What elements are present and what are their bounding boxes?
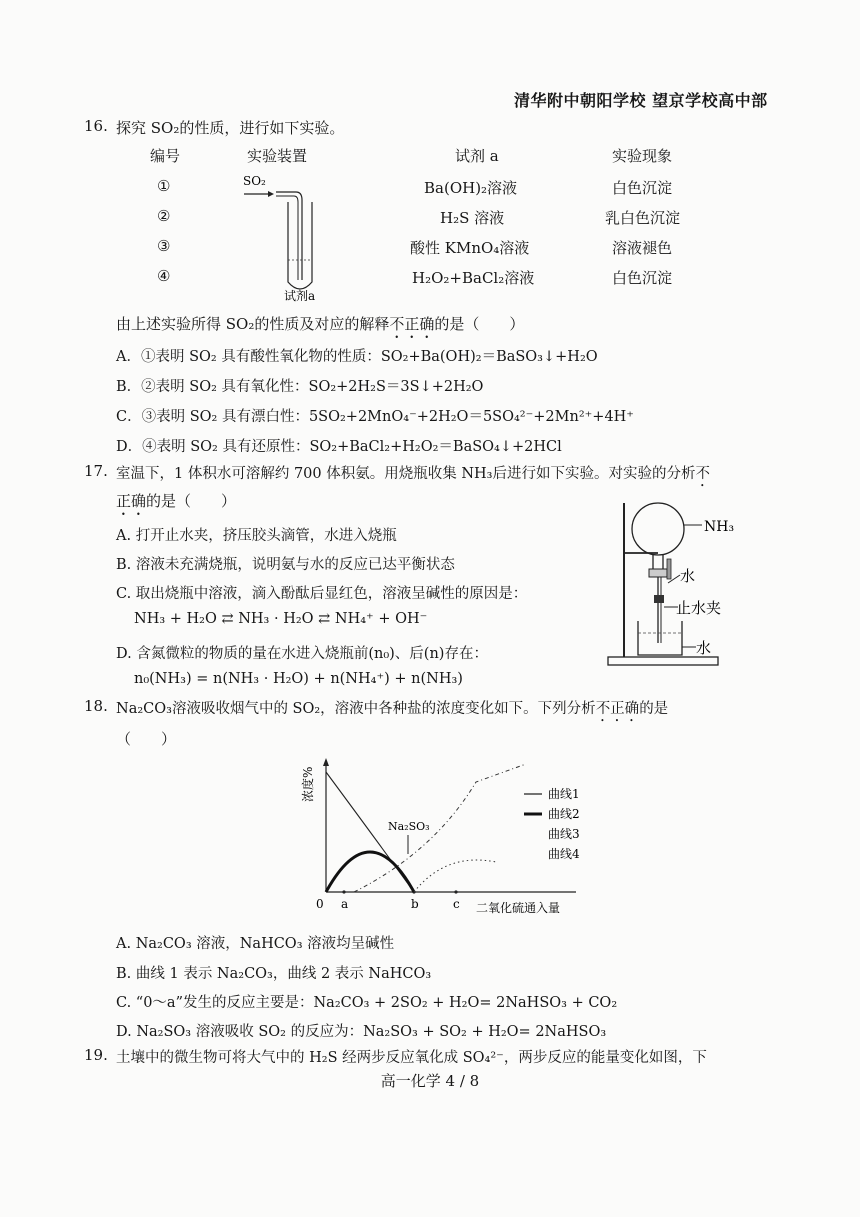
q16-row1-id: ① [157,177,171,195]
q17-number: 17. [84,462,108,480]
q16-option-d: D．④表明 SO₂ 具有还原性：SO₂+BaCl₂+H₂O₂＝BaSO₄↓+2HCl [116,439,562,455]
q17-apparatus-figure [600,495,760,675]
q17-option-d: D. 含氮微粒的物质的量在水进入烧瓶前(n₀)、后(n)存在： [116,646,488,662]
q18-option-a: A. Na₂CO₃ 溶液，NaHCO₃ 溶液均呈碱性 [116,936,395,952]
dropper [667,559,671,579]
delivery-tube-inner [276,196,298,280]
q18-number: 18. [84,697,108,715]
q18-chart [298,750,608,920]
x-tick-mark-a [342,890,345,893]
q16-option-b: B．②表明 SO₂ 具有氧化性：SO₂+2H₂S＝3S↓+2H₂O [116,379,484,395]
q17-equation-c: NH₃ + H₂O ⇄ NH₃ · H₂O ⇄ NH₄⁺ + OH⁻ [134,611,428,627]
q19-stem: 土壤中的微生物可将大气中的 H₂S 经两步反应氧化成 SO₄²⁻，两步反应的能量变化如图，下 [116,1050,707,1066]
curve-3 [414,860,496,892]
y-axis-label: 浓度% [301,766,315,802]
beaker [638,621,682,655]
y-axis-arrow [323,758,329,766]
apparatus-reagent-label: 试剂a [284,289,316,303]
x-tick-origin: 0 [316,897,324,911]
q16-question: 由上述实验所得 SO₂的性质及对应的解释不正确的是（ ） [116,315,525,333]
apparatus-gas-label: SO₂ [243,174,266,188]
nh3-label: NH₃ [704,519,735,535]
q16-row1-reagent: Ba(OH)₂溶液 [424,179,518,197]
q17-equation-d: n₀(NH₃) = n(NH₃ · H₂O) + n(NH₄⁺) + n(NH₃) [134,671,463,687]
q17-option-c: C. 取出烧瓶中溶液，滴入酚酞后显红色，溶液呈碱性的原因是： [116,586,528,602]
x-axis-label: 二氧化硫通入量 [476,901,561,915]
q16-row1-phenomenon: 白色沉淀 [612,179,673,197]
q16-row3-phenomenon: 溶液褪色 [612,239,673,257]
curve-2 [326,852,414,892]
q17-option-a: A. 打开止水夹，挤压胶头滴管，水进入烧瓶 [116,528,397,544]
q16-header-id: 编号 [150,147,181,165]
q16-number: 16. [84,117,108,135]
q16-row4-reagent: H₂O₂+BaCl₂溶液 [412,269,535,287]
q16-row2-reagent: H₂S 溶液 [440,209,505,227]
q18-option-c: C. “0～a”发生的反应主要是：Na₂CO₃ + 2SO₂ + H₂O= 2NaHSO₃ + CO₂ [116,995,618,1011]
q18-option-b: B. 曲线 1 表示 Na₂CO₃，曲线 2 表示 NaHCO₃ [116,966,432,982]
q19-number: 19. [84,1046,108,1064]
stopper [649,569,667,577]
stand-base [608,657,718,665]
q16-row4-id: ④ [157,267,171,285]
q16-row2-id: ② [157,207,171,225]
gas-arrow-head [268,191,274,197]
curve-4 [354,764,526,892]
q16-option-a: A．①表明 SO₂ 具有酸性氧化物的性质：SO₂+Ba(OH)₂＝BaSO₃↓+H₂O [116,349,598,365]
q16-row3-reagent: 酸性 KMnO₄溶液 [410,239,530,257]
x-tick-b: b [411,897,419,911]
q18-option-d: D. Na₂SO₃ 溶液吸收 SO₂ 的反应为：Na₂SO₃ + SO₂ + H₂O= 2NaHSO₃ [116,1024,607,1040]
q16-option-c: C．③表明 SO₂ 具有漂白性：5SO₂+2MnO₄⁻+2H₂O＝5SO₄²⁻+2Mn²⁺+4H⁺ [116,409,634,425]
q18-paren: （ ） [116,730,177,748]
school-header: 清华附中朝阳学校 望京学校高中部 [514,91,768,110]
legend-label-1: 曲线1 [548,787,580,801]
q17-stem-line2: 正确的是（ ） [116,492,237,510]
water-top-label: 水 [680,567,696,585]
x-tick-a: a [341,897,349,911]
q16-row4-phenomenon: 白色沉淀 [612,269,673,287]
q17-stem-line1: 室温下，1 体积水可溶解约 700 体积氨。用烧瓶收集 NH₃后进行如下实验。对实验的分析不 [116,466,710,482]
q18-stem: Na₂CO₃溶液吸收烟气中的 SO₂，溶液中各种盐的浓度变化如下。下列分析不正确的是 [116,701,669,717]
na2so3-annotation: Na₂SO₃ [388,820,430,833]
x-tick-mark-c [454,890,457,893]
flask [632,503,684,555]
test-tube [288,202,312,289]
q16-apparatus-figure [238,172,328,302]
water-clamp [654,595,664,603]
q16-row2-phenomenon: 乳白色沉淀 [605,209,681,227]
q16-header-reagent: 试剂 a [455,147,499,165]
q16-header-apparatus: 实验装置 [247,147,308,165]
legend-label-3: 曲线3 [548,827,580,841]
page-footer: 高一化学 4 / 8 [380,1072,480,1090]
x-tick-c: c [453,897,460,911]
q16-stem: 探究 SO₂的性质，进行如下实验。 [116,119,345,137]
q17-option-b: B. 溶液未充满烧瓶，说明氨与水的反应已达平衡状态 [116,557,455,573]
clamp-label: 止水夹 [676,599,722,617]
legend-label-4: 曲线4 [548,847,580,861]
water-bottom-label: 水 [696,639,712,657]
q16-header-phenomenon: 实验现象 [612,147,673,165]
q16-row3-id: ③ [157,237,171,255]
legend-label-2: 曲线2 [548,807,580,821]
